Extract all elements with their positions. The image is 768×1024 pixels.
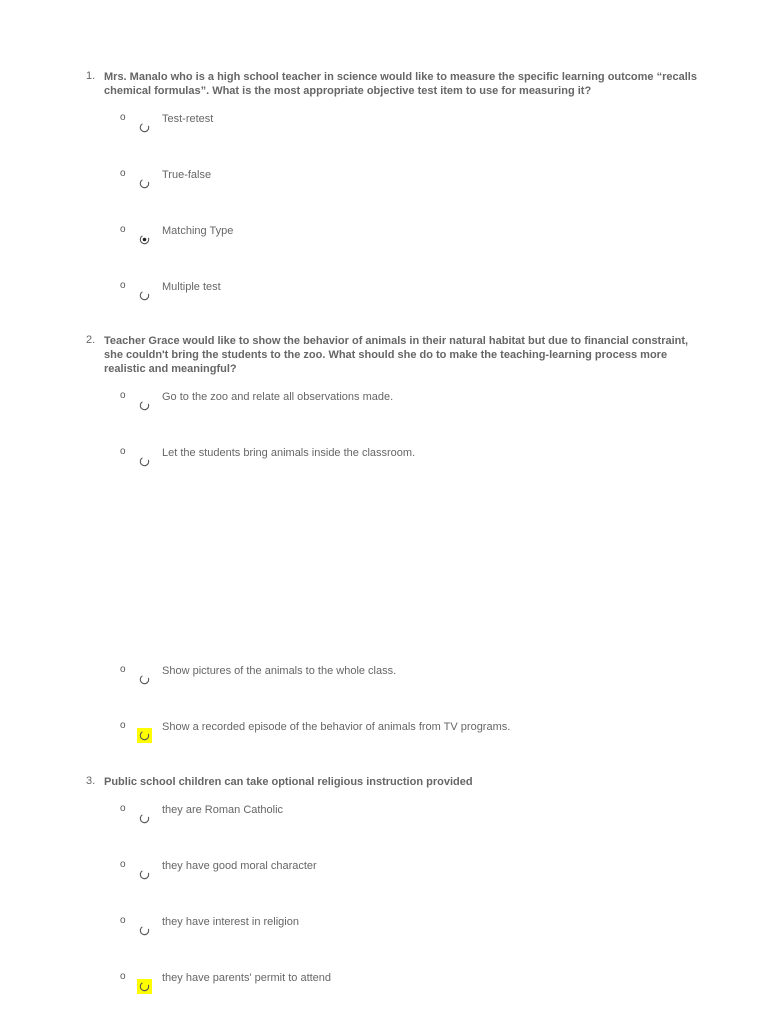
option-2d[interactable] — [120, 721, 680, 751]
option-1c[interactable] — [120, 225, 680, 255]
question-number: 2. — [86, 334, 96, 346]
bullet-marker: o — [120, 664, 126, 675]
radio-button-icon[interactable] — [139, 869, 150, 880]
bullet-marker: o — [120, 971, 126, 982]
option-label: they have parents' permit to attend — [162, 972, 332, 984]
option-1b[interactable] — [120, 169, 680, 199]
bullet-marker: o — [120, 915, 126, 926]
bullet-marker: o — [120, 859, 126, 870]
radio-button-icon[interactable] — [137, 979, 152, 994]
radio-button-icon[interactable] — [139, 813, 150, 824]
option-3c[interactable] — [120, 916, 680, 946]
radio-button-icon[interactable] — [137, 728, 152, 743]
option-label: they are Roman Catholic — [162, 804, 284, 816]
bullet-marker: o — [120, 803, 126, 814]
option-3a[interactable] — [120, 804, 680, 834]
bullet-marker: o — [120, 112, 126, 123]
question-text: Mrs. Manalo who is a high school teacher in science would like to measure the specific learning outcome “recalls chemical formulas”. What is the most appropriate objective test item to use for measuring it? — [104, 71, 697, 97]
option-2b[interactable] — [120, 447, 680, 477]
option-1a[interactable] — [120, 113, 680, 143]
option-3d[interactable] — [120, 972, 680, 1002]
option-3b[interactable] — [120, 860, 680, 890]
radio-button-icon[interactable] — [139, 290, 150, 301]
option-label: Show pictures of the animals to the whole class. — [162, 665, 397, 677]
option-label: Go to the zoo and relate all observations made. — [162, 391, 394, 403]
option-label: they have good moral character — [162, 860, 317, 872]
option-label: Test-retest — [162, 113, 214, 125]
radio-button-icon[interactable] — [139, 400, 150, 411]
radio-button-icon[interactable] — [139, 122, 150, 133]
question-number: 3. — [86, 775, 96, 787]
bullet-marker: o — [120, 446, 126, 457]
bullet-marker: o — [120, 720, 126, 731]
radio-button-icon[interactable] — [139, 456, 150, 467]
option-label: Let the students bring animals inside the classroom. — [162, 447, 416, 459]
option-label: Multiple test — [162, 281, 221, 293]
radio-button-icon[interactable] — [139, 674, 150, 685]
bullet-marker: o — [120, 224, 126, 235]
option-2c[interactable] — [120, 665, 680, 695]
bullet-marker: o — [120, 390, 126, 401]
question-text: Teacher Grace would like to show the behavior of animals in their natural habitat but due to financial constraint, she couldn't bring the students to the zoo. What should she do to make the teaching-learning process more realistic and meaningful? — [104, 335, 689, 375]
option-2a[interactable] — [120, 391, 680, 421]
question-number: 1. — [86, 70, 96, 82]
bullet-marker: o — [120, 280, 126, 291]
option-label: Matching Type — [162, 225, 234, 237]
option-label: Show a recorded episode of the behavior of animals from TV programs. — [162, 721, 511, 733]
question-text: Public school children can take optional religious instruction provided — [104, 776, 473, 788]
radio-button-icon[interactable] — [139, 925, 150, 936]
bullet-marker: o — [120, 168, 126, 179]
option-label: True-false — [162, 169, 212, 181]
radio-button-icon[interactable] — [139, 178, 150, 189]
option-label: they have interest in religion — [162, 916, 299, 928]
radio-button-icon[interactable] — [139, 234, 150, 245]
option-1d[interactable] — [120, 281, 680, 311]
